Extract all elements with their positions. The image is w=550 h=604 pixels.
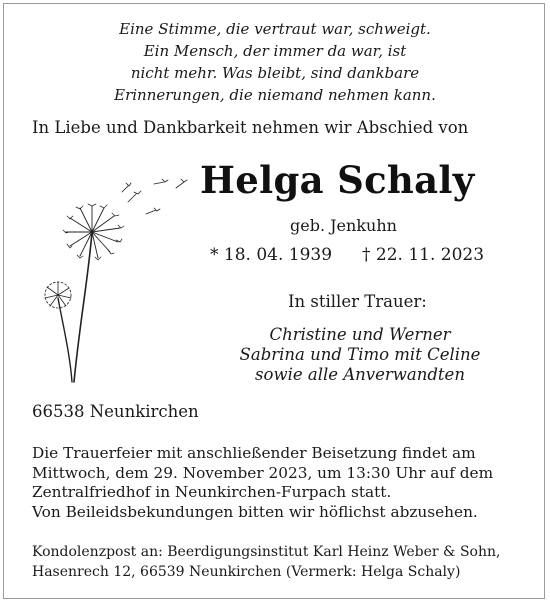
mourner-line: sowie alle Anverwandten xyxy=(255,365,465,384)
birth-name: geb. Jenkuhn xyxy=(290,216,397,235)
service-line: Die Trauerfeier mit anschließender Beisetzung findet am xyxy=(32,444,476,462)
poem-line: Erinnerungen, die niemand nehmen kann. xyxy=(114,86,436,104)
condolence-line: Kondolenzpost an: Beerdigungsinstitut Karl Heinz Weber & Sohn, xyxy=(32,544,501,560)
mourner-line: Sabrina und Timo mit Celine xyxy=(239,345,481,364)
service-line: Von Beileidsbekundungen bitten wir höflichst abzusehen. xyxy=(32,502,478,521)
service-line: Mittwoch, dem 29. November 2023, um 13:30 Uhr auf dem xyxy=(32,463,494,482)
poem-line: Eine Stimme, die vertraut war, schweigt. xyxy=(119,20,431,38)
condolence-line: Hasenrech 12, 66539 Neunkirchen (Vermerk: Helga Schaly) xyxy=(32,563,461,580)
birth-date: * 18. 04. 1939 xyxy=(210,245,333,265)
poem xyxy=(0,18,550,106)
service-line: Zentralfriedhof in Neunkirchen-Furpach statt. xyxy=(32,483,392,501)
service-info xyxy=(32,444,493,522)
mourning-heading: In stiller Trauer: xyxy=(288,292,427,311)
poem-line: nicht mehr. Was bleibt, sind dankbare xyxy=(130,64,420,82)
deceased-name: Helga Schaly xyxy=(200,158,475,202)
mourner-line: Christine und Werner xyxy=(269,325,451,344)
intro-text: In Liebe und Dankbarkeit nehmen wir Abschied von xyxy=(32,118,469,137)
city: 66538 Neunkirchen xyxy=(32,402,199,421)
poem-line: Ein Mensch, der immer da war, ist xyxy=(143,42,407,60)
mourners-list xyxy=(210,325,510,385)
dandelion-icon xyxy=(30,170,190,385)
death-date: † 22. 11. 2023 xyxy=(362,245,485,265)
condolence-address xyxy=(32,543,500,582)
